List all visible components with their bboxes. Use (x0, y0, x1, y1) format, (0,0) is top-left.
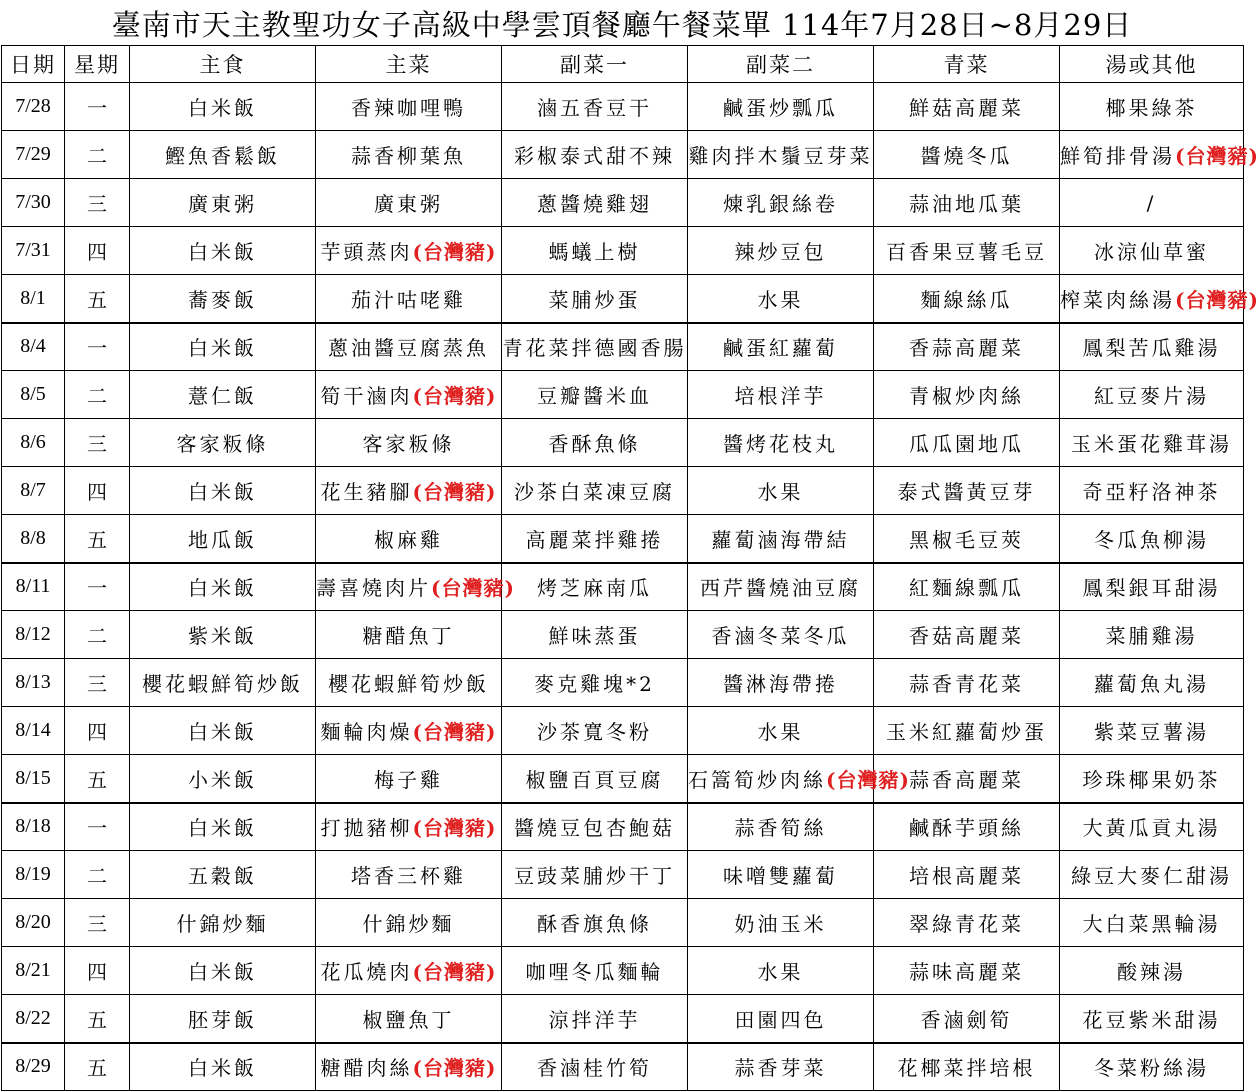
cell-soup: 冬瓜魚柳湯 (1060, 515, 1244, 563)
cell-side-dish-1: 螞蟻上樹 (502, 227, 688, 275)
cell-weekday: 三 (65, 899, 130, 947)
cell-date: 8/21 (2, 947, 65, 995)
cell-weekday: 五 (65, 275, 130, 323)
cell-vegetable: 玉米紅蘿蔔炒蛋 (874, 707, 1060, 755)
cell-side-dish-2: 奶油玉米 (688, 899, 874, 947)
cell-main-dish: 椒麻雞 (316, 515, 502, 563)
cell-date: 7/30 (2, 179, 65, 227)
taiwan-pork-tag: (台灣豬) (412, 816, 497, 841)
table-row (2, 659, 1244, 707)
cell-staple: 客家粄條 (130, 419, 316, 467)
cell-vegetable: 蒜香青花菜 (874, 659, 1060, 707)
cell-weekday: 四 (65, 707, 130, 755)
cell-side-dish-1: 青花菜拌德國香腸 (502, 323, 688, 371)
cell-vegetable: 培根高麗菜 (874, 851, 1060, 899)
dish-name: 打拋豬柳 (320, 816, 413, 841)
cell-side-dish-2: 水果 (688, 947, 874, 995)
cell-main-dish: 廣東粥 (316, 179, 502, 227)
cell-side-dish-1: 高麗菜拌雞捲 (502, 515, 688, 563)
cell-soup: 奇亞籽洛神茶 (1060, 467, 1244, 515)
header-soup-other: 湯或其他 (1060, 46, 1244, 83)
taiwan-pork-tag: (台灣豬) (412, 240, 497, 264)
cell-date: 8/20 (2, 899, 65, 947)
cell-weekday: 四 (65, 947, 130, 995)
taiwan-pork-tag: (台灣豬) (1175, 144, 1259, 168)
cell-staple: 白米飯 (130, 323, 316, 371)
cell-side-dish-2: 醬淋海帶捲 (688, 659, 874, 707)
cell-vegetable: 青椒炒肉絲 (874, 371, 1060, 419)
cell-soup: / (1060, 179, 1244, 227)
cell-vegetable: 鮮菇高麗菜 (874, 83, 1060, 131)
table-row (2, 1043, 1244, 1091)
dish-name: 壽喜燒肉片 (316, 576, 431, 601)
cell-date: 8/4 (2, 323, 65, 371)
cell-vegetable: 醬燒冬瓜 (874, 131, 1060, 179)
cell-side-dish-2: 西芹醬燒油豆腐 (688, 563, 874, 611)
cell-weekday: 四 (65, 227, 130, 275)
cell-side-dish-1: 沙茶寬冬粉 (502, 707, 688, 755)
cell-side-dish-1: 香酥魚條 (502, 419, 688, 467)
cell-staple: 廣東粥 (130, 179, 316, 227)
cell-soup: 紅豆麥片湯 (1060, 371, 1244, 419)
header-side-dish-2: 副菜二 (688, 46, 874, 83)
cell-weekday: 三 (65, 179, 130, 227)
cell-side-dish-2: 水果 (688, 275, 874, 323)
cell-side-dish-1: 滷五香豆干 (502, 83, 688, 131)
table-row (2, 323, 1244, 371)
cell-main-dish: 客家粄條 (316, 419, 502, 467)
cell-weekday: 一 (65, 83, 130, 131)
cell-main-dish: 蒜香柳葉魚 (316, 131, 502, 179)
cell-date: 8/6 (2, 419, 65, 467)
table-row (2, 707, 1244, 755)
cell-main-dish (316, 371, 502, 419)
cell-date: 8/7 (2, 467, 65, 515)
taiwan-pork-tag: (台灣豬) (412, 480, 497, 504)
table-row (2, 275, 1244, 323)
cell-main-dish: 茄汁咕咾雞 (316, 275, 502, 323)
cell-vegetable: 蒜香高麗菜 (874, 755, 1060, 803)
cell-side-dish-2: 雞肉拌木鬚豆芽菜 (688, 131, 874, 179)
cell-date: 8/29 (2, 1043, 65, 1091)
cell-side-dish-2: 鹹蛋紅蘿蔔 (688, 323, 874, 371)
dish-name: 鮮筍排骨湯 (1060, 144, 1175, 168)
cell-date: 8/14 (2, 707, 65, 755)
cell-weekday: 三 (65, 659, 130, 707)
cell-staple: 什錦炒麵 (130, 899, 316, 947)
cell-soup: 冰涼仙草蜜 (1060, 227, 1244, 275)
cell-side-dish-1: 椒鹽百頁豆腐 (502, 755, 688, 803)
dish-name: 筍干滷肉 (320, 384, 413, 408)
cell-date: 8/11 (2, 563, 65, 611)
dish-name: 石篙筍炒肉絲 (688, 767, 826, 792)
taiwan-pork-tag: (台灣豬) (412, 960, 497, 984)
cell-soup: 玉米蛋花雞茸湯 (1060, 419, 1244, 467)
cell-weekday: 五 (65, 755, 130, 803)
cell-side-dish-1: 烤芝麻南瓜 (502, 563, 688, 611)
header-vegetable: 青菜 (874, 46, 1060, 83)
table-row (2, 995, 1244, 1043)
cell-side-dish-1: 豆豉菜脯炒干丁 (502, 851, 688, 899)
cell-soup: 冬菜粉絲湯 (1060, 1043, 1244, 1091)
cell-side-dish-2: 培根洋芋 (688, 371, 874, 419)
table-row (2, 515, 1244, 563)
cell-side-dish-2: 水果 (688, 467, 874, 515)
cell-weekday: 一 (65, 323, 130, 371)
menu-title: 臺南市天主教聖功女子高級中學雲頂餐廳午餐菜單 114年7月28日~8月29日 (111, 7, 1133, 42)
cell-soup: 菜脯雞湯 (1060, 611, 1244, 659)
cell-side-dish-2: 醬烤花枝丸 (688, 419, 874, 467)
cell-side-dish-2: 香滷冬菜冬瓜 (688, 611, 874, 659)
cell-main-dish (316, 803, 502, 851)
header-weekday: 星期 (65, 46, 130, 83)
cell-soup: 綠豆大麥仁甜湯 (1060, 851, 1244, 899)
cell-staple: 胚芽飯 (130, 995, 316, 1043)
cell-soup: 蘿蔔魚丸湯 (1060, 659, 1244, 707)
cell-soup: 鳳梨銀耳甜湯 (1060, 563, 1244, 611)
cell-vegetable: 蒜味高麗菜 (874, 947, 1060, 995)
cell-vegetable: 泰式醬黃豆芽 (874, 467, 1060, 515)
table-row (2, 467, 1244, 515)
cell-side-dish-2: 水果 (688, 707, 874, 755)
cell-side-dish-2: 蒜香芽菜 (688, 1043, 874, 1091)
header-date: 日期 (2, 46, 65, 83)
taiwan-pork-tag: (台灣豬) (412, 1056, 497, 1081)
cell-soup (1060, 275, 1259, 323)
cell-date: 8/8 (2, 515, 65, 563)
cell-side-dish-2: 蘿蔔滷海帶結 (688, 515, 874, 563)
cell-main-dish (316, 563, 515, 611)
cell-weekday: 一 (65, 563, 130, 611)
cell-side-dish-1: 蔥醬燒雞翅 (502, 179, 688, 227)
cell-weekday: 四 (65, 467, 130, 515)
cell-date: 7/31 (2, 227, 65, 275)
cell-side-dish-1: 豆瓣醬米血 (502, 371, 688, 419)
lunch-menu-table (1, 45, 1259, 1091)
cell-soup: 花豆紫米甜湯 (1060, 995, 1244, 1043)
cell-soup (1060, 131, 1259, 179)
cell-staple: 白米飯 (130, 467, 316, 515)
cell-staple: 白米飯 (130, 803, 316, 851)
cell-soup: 珍珠椰果奶茶 (1060, 755, 1244, 803)
cell-date: 8/5 (2, 371, 65, 419)
cell-vegetable: 香蒜高麗菜 (874, 323, 1060, 371)
cell-staple: 櫻花蝦鮮筍炒飯 (130, 659, 316, 707)
cell-staple: 白米飯 (130, 947, 316, 995)
table-row (2, 419, 1244, 467)
cell-soup: 鳳梨苦瓜雞湯 (1060, 323, 1244, 371)
cell-side-dish-2: 田園四色 (688, 995, 874, 1043)
table-row (2, 803, 1244, 851)
cell-vegetable: 紅麵線瓢瓜 (874, 563, 1060, 611)
cell-side-dish-1: 菜脯炒蛋 (502, 275, 688, 323)
cell-vegetable: 蒜油地瓜葉 (874, 179, 1060, 227)
taiwan-pork-tag: (台灣豬) (431, 576, 515, 601)
cell-weekday: 二 (65, 371, 130, 419)
header-side-dish-1: 副菜一 (502, 46, 688, 83)
cell-weekday: 三 (65, 419, 130, 467)
dish-name: 花瓜燒肉 (320, 960, 413, 984)
cell-main-dish: 櫻花蝦鮮筍炒飯 (316, 659, 502, 707)
taiwan-pork-tag: (台灣豬) (826, 767, 910, 792)
cell-vegetable: 百香果豆薯毛豆 (874, 227, 1060, 275)
table-row (2, 563, 1244, 611)
table-row (2, 83, 1244, 131)
cell-staple: 地瓜飯 (130, 515, 316, 563)
cell-main-dish: 什錦炒麵 (316, 899, 502, 947)
cell-main-dish: 香辣咖哩鴨 (316, 83, 502, 131)
dish-name: 芋頭蒸肉 (320, 240, 413, 264)
cell-main-dish: 梅子雞 (316, 755, 502, 803)
cell-main-dish: 椒鹽魚丁 (316, 995, 502, 1043)
table-row (2, 947, 1244, 995)
cell-date: 8/1 (2, 275, 65, 323)
cell-main-dish (316, 227, 502, 275)
cell-side-dish-1: 麥克雞塊*2 (502, 659, 688, 707)
cell-weekday: 五 (65, 1043, 130, 1091)
taiwan-pork-tag: (台灣豬) (412, 384, 497, 408)
cell-vegetable: 黑椒毛豆莢 (874, 515, 1060, 563)
table-row (2, 227, 1244, 275)
cell-side-dish-1: 咖哩冬瓜麵輪 (502, 947, 688, 995)
cell-weekday: 五 (65, 515, 130, 563)
cell-side-dish-2: 蒜香筍絲 (688, 803, 874, 851)
cell-vegetable: 瓜瓜園地瓜 (874, 419, 1060, 467)
cell-side-dish-1: 彩椒泰式甜不辣 (502, 131, 688, 179)
cell-side-dish-1: 酥香旗魚條 (502, 899, 688, 947)
cell-date: 8/18 (2, 803, 65, 851)
cell-date: 8/15 (2, 755, 65, 803)
cell-side-dish-1: 鮮味蒸蛋 (502, 611, 688, 659)
cell-weekday: 五 (65, 995, 130, 1043)
cell-staple: 蕎麥飯 (130, 275, 316, 323)
cell-side-dish-2: 辣炒豆包 (688, 227, 874, 275)
cell-side-dish-1: 涼拌洋芋 (502, 995, 688, 1043)
cell-staple: 白米飯 (130, 1043, 316, 1091)
dish-name: 榨菜肉絲湯 (1060, 287, 1175, 312)
table-row (2, 611, 1244, 659)
cell-soup: 椰果綠茶 (1060, 83, 1244, 131)
cell-main-dish (316, 1043, 502, 1091)
cell-main-dish (316, 467, 502, 515)
header-row (2, 46, 1244, 83)
cell-date: 7/28 (2, 83, 65, 131)
cell-date: 8/19 (2, 851, 65, 899)
cell-staple: 白米飯 (130, 83, 316, 131)
cell-staple: 小米飯 (130, 755, 316, 803)
cell-main-dish: 塔香三杯雞 (316, 851, 502, 899)
table-row (2, 179, 1244, 227)
cell-date: 8/12 (2, 611, 65, 659)
header-staple: 主食 (130, 46, 316, 83)
cell-main-dish: 糖醋魚丁 (316, 611, 502, 659)
cell-staple: 薏仁飯 (130, 371, 316, 419)
cell-side-dish-2 (688, 755, 910, 803)
cell-side-dish-2: 味噌雙蘿蔔 (688, 851, 874, 899)
table-row (2, 851, 1244, 899)
cell-side-dish-1: 沙茶白菜凍豆腐 (502, 467, 688, 515)
cell-main-dish: 蔥油醬豆腐蒸魚 (316, 323, 502, 371)
cell-side-dish-1: 醬燒豆包杏鮑菇 (502, 803, 688, 851)
cell-date: 8/13 (2, 659, 65, 707)
taiwan-pork-tag: (台灣豬) (412, 720, 497, 744)
cell-main-dish (316, 707, 502, 755)
cell-date: 7/29 (2, 131, 65, 179)
cell-vegetable: 香滷劍筍 (874, 995, 1060, 1043)
cell-vegetable: 鹹酥芋頭絲 (874, 803, 1060, 851)
cell-staple: 五穀飯 (130, 851, 316, 899)
table-row (2, 755, 1244, 803)
cell-main-dish (316, 947, 502, 995)
cell-vegetable: 翠綠青花菜 (874, 899, 1060, 947)
cell-staple: 白米飯 (130, 563, 316, 611)
cell-side-dish-1: 香滷桂竹筍 (502, 1043, 688, 1091)
cell-staple: 白米飯 (130, 227, 316, 275)
dish-name: 麵輪肉燥 (320, 720, 413, 744)
cell-date: 8/22 (2, 995, 65, 1043)
cell-vegetable: 麵線絲瓜 (874, 275, 1060, 323)
cell-vegetable: 香菇高麗菜 (874, 611, 1060, 659)
cell-soup: 紫菜豆薯湯 (1060, 707, 1244, 755)
cell-weekday: 二 (65, 611, 130, 659)
cell-soup: 大白菜黑輪湯 (1060, 899, 1244, 947)
cell-soup: 大黃瓜貢丸湯 (1060, 803, 1244, 851)
dish-name: 糖醋肉絲 (320, 1056, 413, 1081)
cell-vegetable: 花椰菜拌培根 (874, 1043, 1060, 1091)
cell-weekday: 一 (65, 803, 130, 851)
cell-side-dish-2: 煉乳銀絲卷 (688, 179, 874, 227)
table-row (2, 131, 1244, 179)
taiwan-pork-tag: (台灣豬) (1175, 287, 1259, 312)
cell-staple: 白米飯 (130, 707, 316, 755)
cell-side-dish-2: 鹹蛋炒瓢瓜 (688, 83, 874, 131)
dish-name: 花生豬腳 (320, 480, 413, 504)
cell-soup: 酸辣湯 (1060, 947, 1244, 995)
table-row (2, 371, 1244, 419)
table-row (2, 899, 1244, 947)
cell-staple: 紫米飯 (130, 611, 316, 659)
cell-weekday: 二 (65, 131, 130, 179)
cell-weekday: 二 (65, 851, 130, 899)
cell-staple: 鰹魚香鬆飯 (130, 131, 316, 179)
header-main-dish: 主菜 (316, 46, 502, 83)
